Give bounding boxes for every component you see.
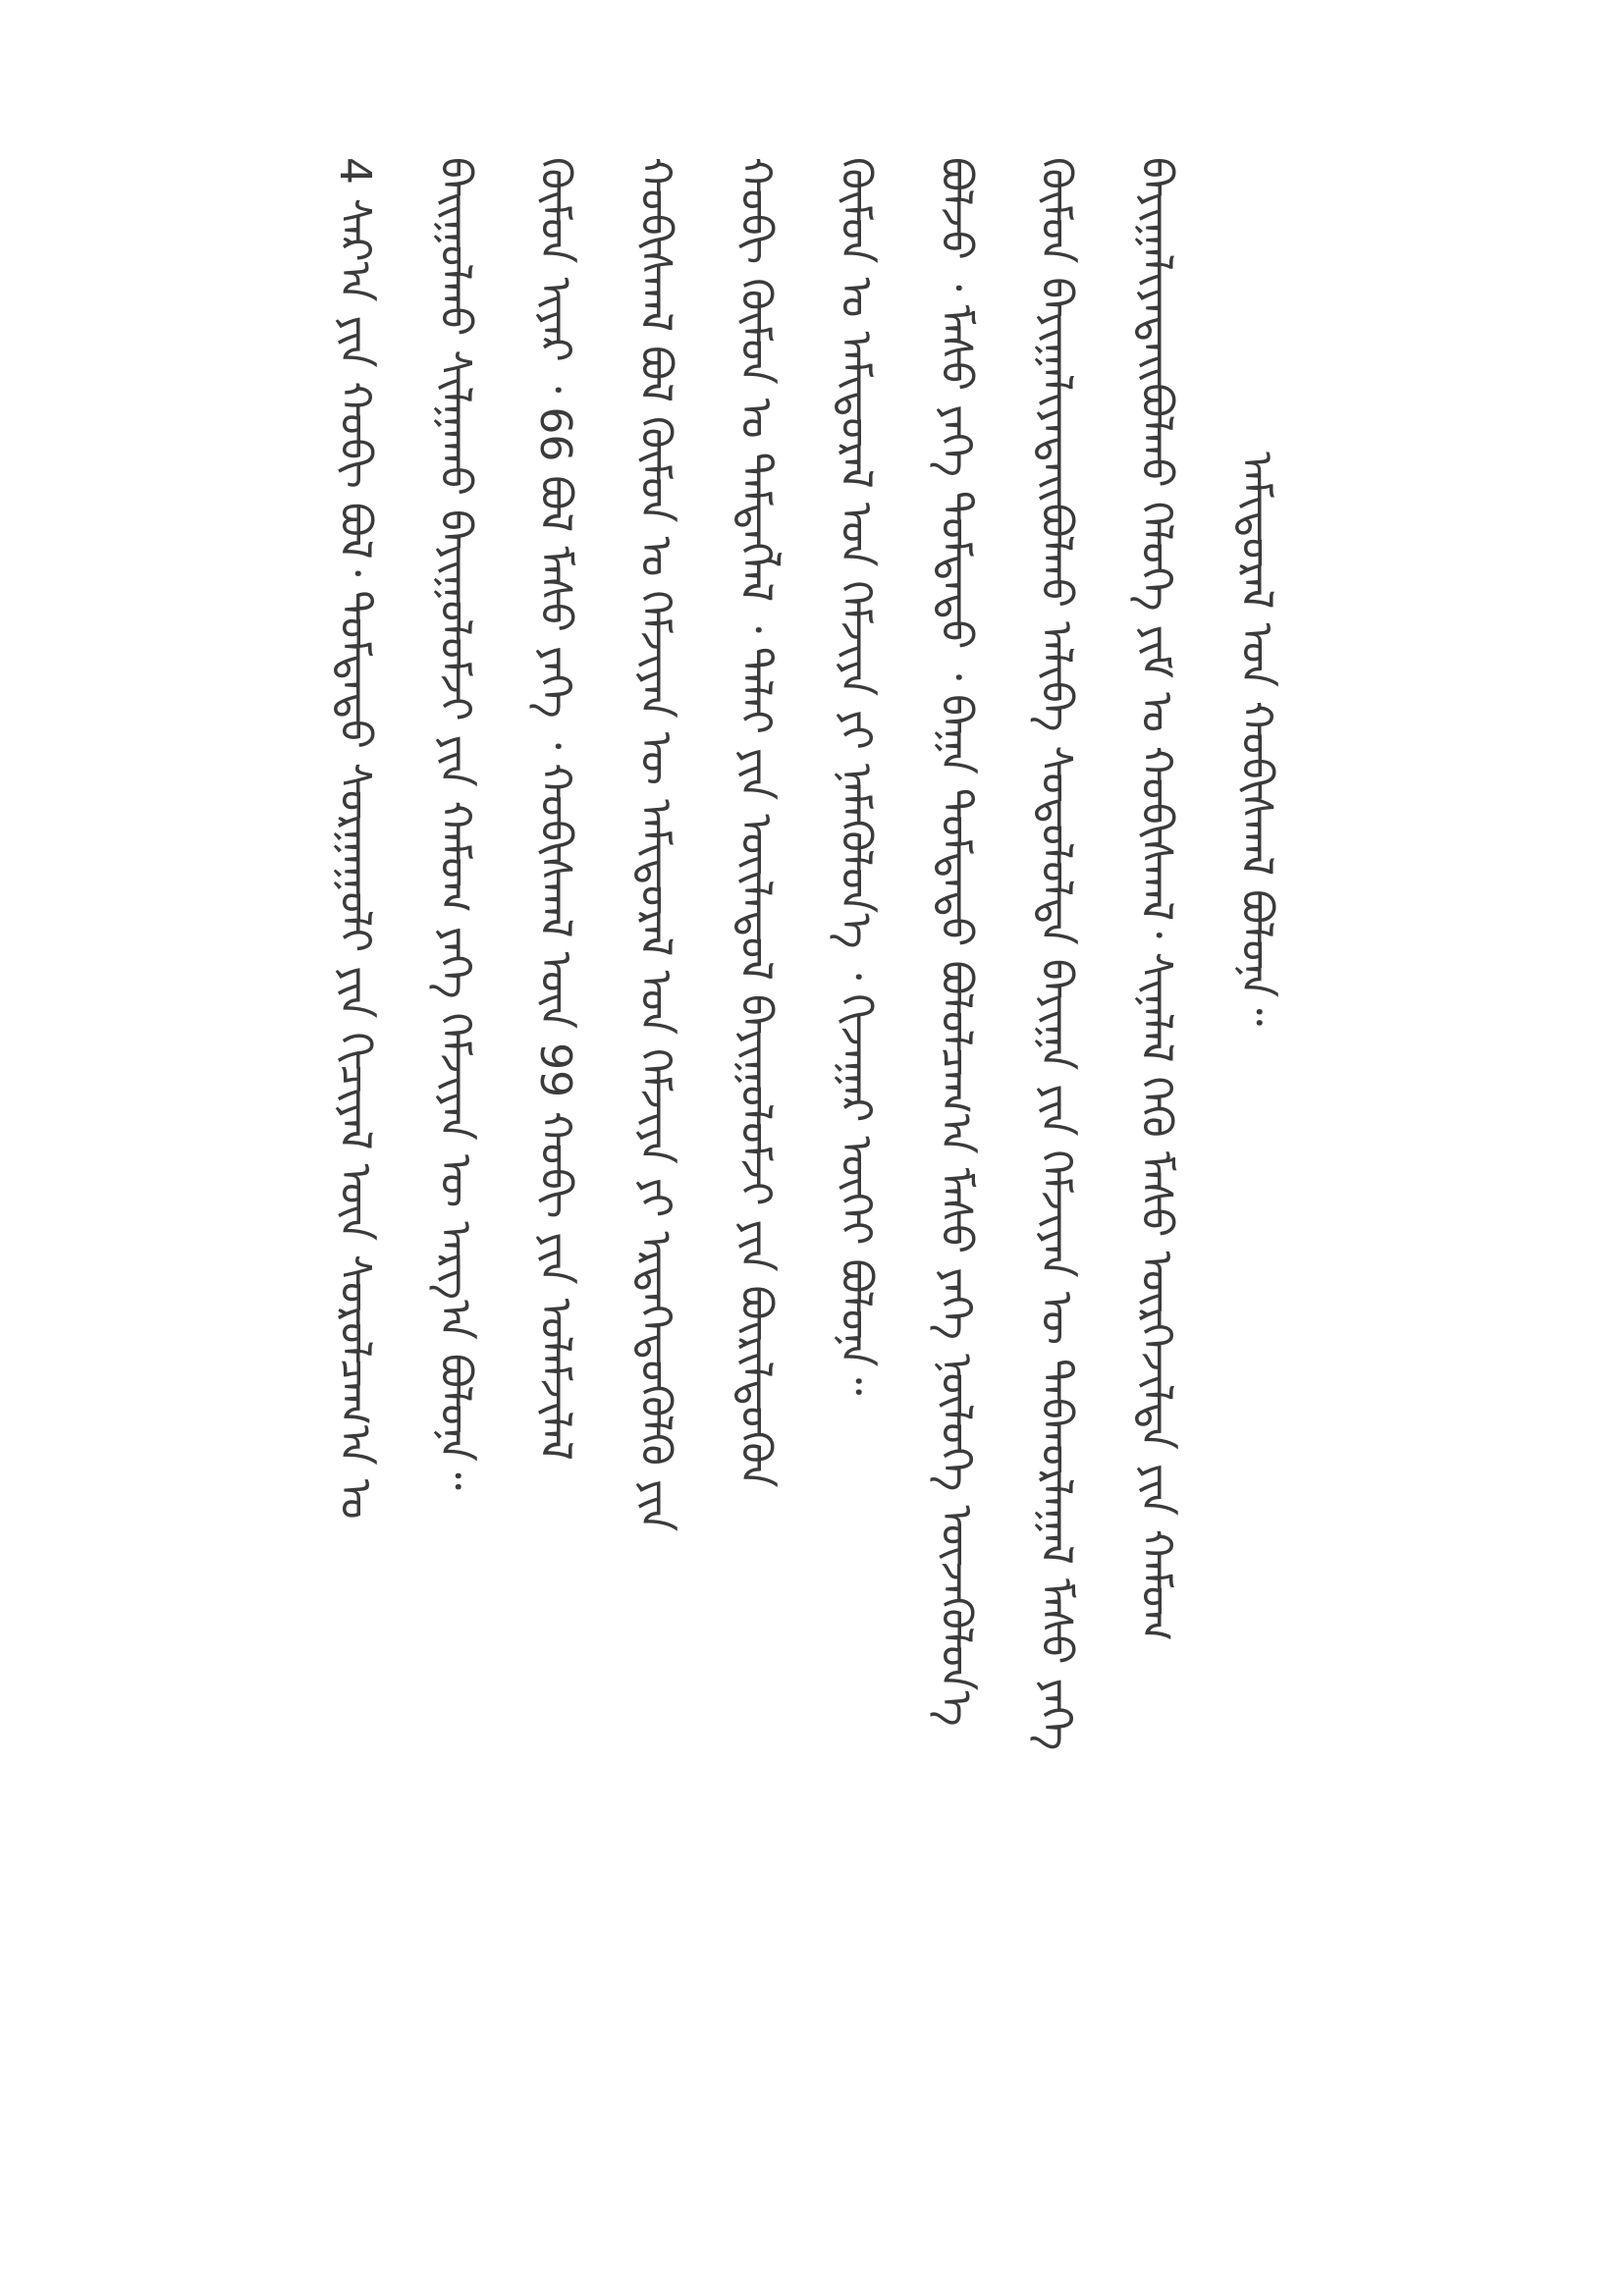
text-line-8: ᠬᠦᠮᠦᠨ ᠢᠶᠡᠷ ᠂ 66 ᠪᠣᠯ ᠮᠠᠰᠤ ᠶᠡᠬᠡ ᠂ ᠬᠤᠪᠢᠰᠬᠠᠯ ᠦᠨ 99 ᠬᠤᠪᠢ ᠶᠢᠨ ᠤᠯᠠᠮᠵᠢᠯᠠᠯ xyxy=(530,157,580,1461)
text-line-2: ᠪᠠᠶᠢᠭᠠᠯᠢᠶᠠᠲᠠᠢᠪᠣᠯᠬᠣ ᠭᠡᠯᠦᠭᠡ ᠶᠢᠮ ᠤ ᠬᠤᠪᠢᠰᠬᠠᠯ᠂ ᠰᠢᠨᠡᠯᠡᠯ ᠬᠡᠬᠦ ᠮᠠᠰᠤ ᠦᠷᠬᠡᠵᠢᠯᠲᠡ ᠶᠢᠨ ᠬᠠᠮᠤᠭ xyxy=(1131,157,1181,1642)
text-line-9: ᠪᠠᠢᠭᠤᠯᠬᠤ ᠰᠢᠯᠭᠠᠬᠤ ᠪᠠᠶᠢᠭᠤᠯᠤᠮᠵᠢ ᠶᠢᠨ ᠬᠠᠮᠤᠭ ᠶᠡᠬᠡ ᠬᠡᠮᠵᠢᠶᠡᠨ ᠦ ᠠᠷᠭ᠎ᠠ ᠪᠣᠯᠤᠨᠠ᠃ xyxy=(430,157,480,1490)
text-line-4: ᠪᠣᠯᠵᠤ ᠂ ᠮᠠᠰᠤ ᠶᠡᠬᠡ ᠳᠤᠮᠳᠠᠳᠤ ᠂ ᠪᠠᠭᠠ ᠳᠤᠮᠳᠠᠳᠤ ᠪᠣᠯᠤᠯᠴᠠᠭ᠎ᠠ ᠮᠠᠰᠤ ᠶᠡᠬᠡ ᠨᠥᠯᠦᠭᠡ ᠦᠵᠡᠭᠦᠯᠦᠨ᠎ᠡ xyxy=(931,157,981,1727)
vertical-text-block xyxy=(206,157,1306,2081)
text-line-6: ᠬᠤᠪᠢ ᠬᠦᠮᠦᠨ ᠤ ᠲᠡᠮᠳᠡᠭᠯᠡᠯ ᠂ ᠳᠠᠯᠠᠢ ᠶᠢᠨ ᠦᠢᠯᠡᠳᠦᠯ ᠪᠠᠶᠢᠭᠤᠯᠤᠮᠵᠢ ᠶᠢᠨ ᠪᠦᠷᠢᠯᠳᠦᠭᠦᠨ xyxy=(731,157,781,1488)
text-line-1: ᠠᠮᠢᠳᠤᠷᠠᠯ ᠤᠨ ᠬᠤᠪᠢᠰᠬᠠᠯ ᠪᠣᠯᠤᠨᠠ᠃ xyxy=(1231,452,1281,1027)
text-line-7: ᠬᠤᠪᠢᠰᠬᠠᠯ ᠪᠣᠯ ᠬᠦᠮᠦᠨ ᠤ ᠬᠡᠮᠵᠢᠶᠡᠨ ᠦ ᠠᠮᠢᠳᠤᠷᠠᠯ ᠤᠨ ᠬᠡᠮᠵᠢᠶᠡ ᠶᠢ ᠡᠷᠲᠡᠭᠡᠳᠦᠭᠦᠯᠬᠦ ᠶᠢᠨ xyxy=(630,157,680,1532)
text-line-10: 4 ᠰᠠᠷ᠎ᠠ ᠶᠢᠨ ᠬᠤᠪᠢ ᠪᠣᠯ᠂ ᠳᠤᠮᠳᠠᠳᠤ ᠰᠤᠷᠭᠠᠭᠤᠯᠢ ᠶᠢᠨ ᠬᠢᠴᠢᠶᠡᠯ ᠦᠨ ᠰᠤᠷᠤᠯᠴᠠᠭ᠎ᠠ ᠤ xyxy=(330,157,380,1520)
text-line-3: ᠬᠦᠮᠦᠨ ᠪᠠᠶᠢᠭᠠᠯᠢᠶᠠᠲᠠᠢᠪᠣᠯᠬᠣ ᠠᠯᠢᠪᠠ ᠰᠣᠳᠤᠯᠤᠯᠲᠠ ᠪᠠᠶᠢᠭᠠ ᠶᠢᠨ ᠬᠡᠮᠵᠢᠶᠡᠨ ᠦ ᠳᠠᠪᠬᠤᠷᠯᠠᠭᠠᠯ ᠮᠠᠰᠤ ᠶᠡᠬᠡ xyxy=(1031,157,1081,1751)
text-lines xyxy=(304,157,1306,2081)
text-line-5: ᠬᠦᠮᠦᠨ ᠤ ᠠᠮᠢᠳᠤᠷᠠᠯ ᠤᠨ ᠬᠡᠮᠵᠢᠶᠡ ᠶᠢ ᠨᠡᠮᠡᠭᠦᠯᠦᠨ᠎ᠡ ᠂ ᠬᠢᠵᠠᠭᠠᠷ ᠦᠭᠡᠢ ᠪᠣᠯᠤᠨᠠ᠃ xyxy=(831,157,881,1396)
